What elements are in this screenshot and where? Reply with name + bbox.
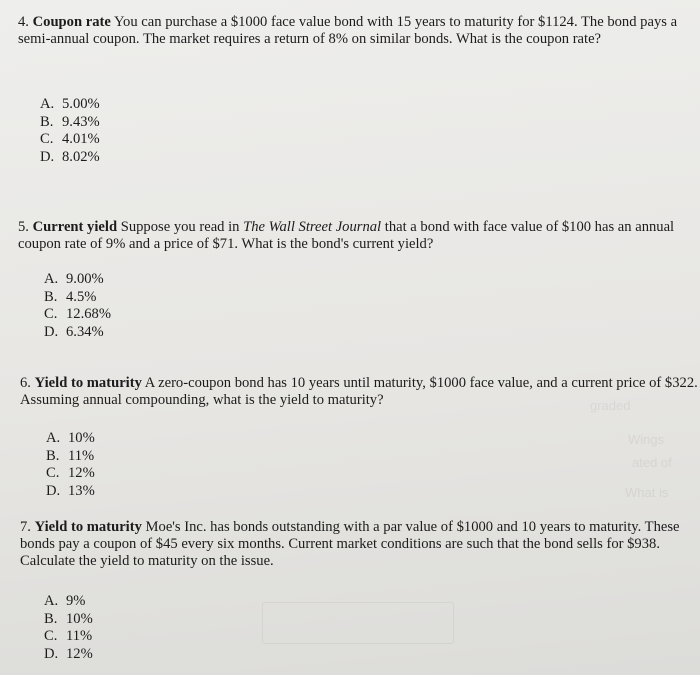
question-text: Moe's Inc. has bonds outstanding with a par value of $1000 and 10 years to maturity. These bonds pay a coupon of $45 every six months. Current market conditions are such that the bond sells for $938. Calculate the yield to maturity on the issue.: [20, 519, 680, 569]
option-c[interactable]: C. 12%: [46, 465, 95, 481]
question-7: [20, 519, 700, 570]
question-number: 5.: [18, 219, 29, 235]
question-6: [20, 375, 700, 409]
question-title: Yield to maturity: [34, 375, 142, 391]
option-b[interactable]: B. 9.43%: [40, 113, 100, 130]
option-a[interactable]: A. 9.00%: [44, 271, 104, 287]
option-a[interactable]: A. 10%: [46, 430, 95, 446]
option-b[interactable]: B. 10%: [44, 610, 93, 627]
question-number: 6.: [20, 375, 31, 391]
bleed-through-text: Wings: [628, 432, 665, 447]
option-c[interactable]: C. 4.01%: [40, 131, 100, 147]
question-text: Suppose you read in: [120, 219, 240, 235]
options-list-5: [44, 271, 111, 341]
option-d[interactable]: D. 6.34%: [44, 323, 104, 340]
question-5: [18, 219, 698, 253]
options-list-6: [46, 430, 95, 500]
option-b[interactable]: B. 4.5%: [44, 288, 97, 305]
question-title: Current yield: [32, 219, 118, 235]
question-title: Yield to maturity: [34, 519, 142, 535]
question-text: A zero-coupon bond has 10 years until maturity, $1000 face value, and a current price of $322. Assuming annual compounding, what is the yield to maturity?: [20, 375, 698, 408]
options-list-7: [44, 593, 93, 663]
question-4: [18, 14, 698, 48]
options-list-4: [40, 96, 100, 166]
journal-name: The Wall Street Journal: [243, 219, 382, 235]
question-text: that a bond with face value of $100 has an annual coupon rate of 9% and a price of $71. What is the bond's current yield?: [18, 219, 675, 252]
option-c[interactable]: C. 12.68%: [44, 306, 111, 322]
bleed-through-text: What is: [625, 485, 669, 500]
question-text: You can purchase a $1000 face value bond with 15 years to maturity for $1124. The bond pays a semi-annual coupon. The market requires a return of 8% on similar bonds. What is the coupon rate?: [18, 14, 678, 47]
option-a[interactable]: A. 9%: [44, 593, 86, 609]
option-a[interactable]: A. 5.00%: [40, 96, 100, 112]
option-b[interactable]: B. 11%: [46, 447, 95, 464]
bleed-through-text: graded: [590, 398, 631, 413]
question-title: Coupon rate: [32, 14, 111, 30]
bleed-through-box: [262, 602, 454, 644]
question-stem: [20, 375, 700, 409]
question-stem: [18, 219, 698, 253]
option-d[interactable]: D. 13%: [46, 482, 95, 499]
bleed-through-text: ated of: [632, 455, 672, 470]
question-number: 7.: [20, 519, 31, 535]
option-c[interactable]: C. 11%: [44, 628, 93, 644]
question-number: 4.: [18, 14, 29, 30]
question-stem: [20, 519, 700, 570]
option-d[interactable]: D. 12%: [44, 645, 93, 662]
option-d[interactable]: D. 8.02%: [40, 148, 100, 165]
question-stem: [18, 14, 698, 48]
